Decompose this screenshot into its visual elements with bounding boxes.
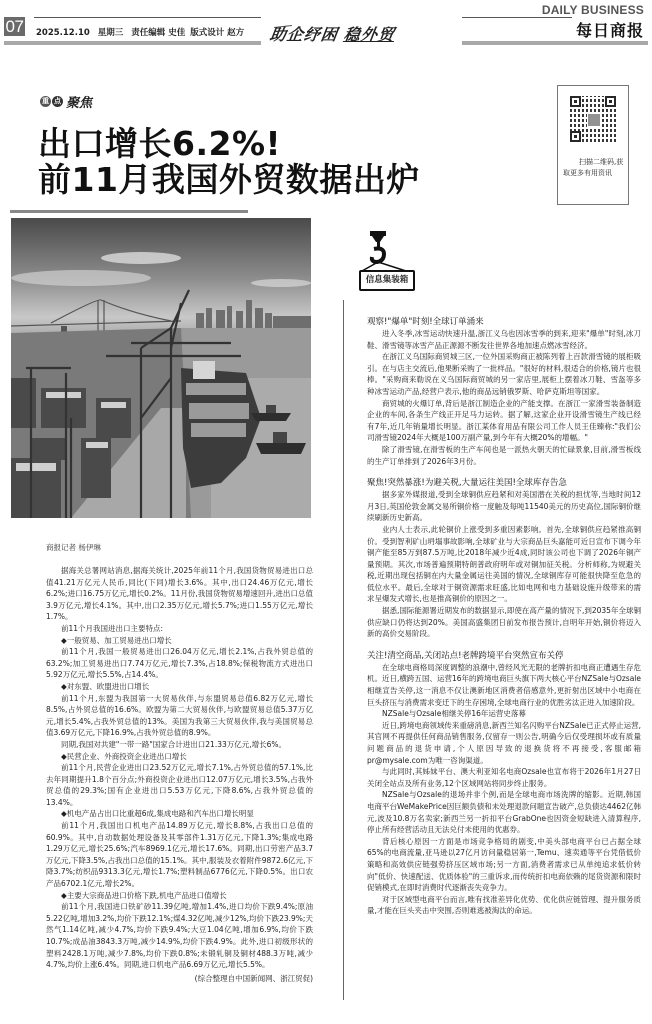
article-paragraph: 同期,我国对共建"一带一路"国家合计进出口21.33万亿元,增长6%。 bbox=[61, 739, 287, 749]
cloud bbox=[101, 252, 181, 264]
sidebar-news-body bbox=[367, 316, 641, 917]
news-paragraph: 除了滑雪镜,在滑雪板的生产车间也是一派热火朝天的忙碌景象,目前,滑雪板线的生产订单排到了2026年3月份。 bbox=[367, 444, 641, 466]
news-paragraph: 背后核心原因一方面是市场竞争格局的剧变,中美头部电商平台已占据全球65%的电商流量,亚马逊以27亿月访问量稳居第一,Temu、速卖通等平台凭借低价策略和高效供应链强势挤压区域市场;另一方面,消费者需求已从单纯追求低价转向"低价、快速配送、优质体验"的三重诉求,而传统折扣电商依赖的尾货资源和限时促销模式,在即时消费时代逐渐丧失竞争力。 bbox=[367, 836, 641, 893]
ship-containers bbox=[186, 383, 249, 437]
page-title bbox=[38, 126, 420, 197]
tugboat bbox=[256, 443, 306, 454]
article-paragraph: 前11个月,东盟为我国第一大贸易伙伴,与东盟贸易总值6.82万亿元,增长8.5%,占外贸总值的16.6%。欧盟为第二大贸易伙伴,与欧盟贸易总值5.37万亿元,增长5.4%,占我外贸总值的13%。美国为我第三大贸易伙伴,我与美国贸易总值3.69万亿元,下降16.9%,占我外贸总值的8.9%。 bbox=[46, 693, 313, 738]
byline: 商报记者 杨伊琳 bbox=[46, 543, 101, 552]
masthead-rule-top bbox=[34, 17, 261, 18]
news-heading: 聚焦!突然暴涨!为避关税,大量运往美国!全球库存告急 bbox=[367, 478, 567, 489]
main-article-body bbox=[46, 565, 313, 984]
port-photo bbox=[11, 218, 311, 518]
news-paragraph: 商贸城的火爆订单,背后是浙江制造企业的产能支撑。在浙江一家滑雪装备制造企业的车间,各条生产线正开足马力运转。据了解,这家企业开设滑雪镜生产线已经有7年,近几年销量增长明显。浙江某体育用品有限公司工作人员王佳臻称:"我们公司滑雪镜2024年大概是100万副产量,到今年有大概20%的增幅。" bbox=[367, 398, 641, 443]
headline-line-2: 前11月我国外贸数据出炉 bbox=[38, 159, 420, 199]
brand-english: DAILY BUSINESS bbox=[541, 3, 644, 17]
editor-credit: 责任编辑 史佳 bbox=[131, 28, 186, 38]
qr-finder-icon bbox=[570, 131, 581, 142]
news-paragraph: 在全球电商格局深度调整的浪潮中,曾经风光无限的老牌折扣电商正遭遇生存危机。近日,横跨五国、运营16年的跨境电商巨头旗下两大核心平台NZSale与Ozsale相继宣告关停,这一消息不仅让澳新地区消费者倍感意外,更折射出区域中小电商在巨头挤压与消费需求变迁下的生存困境,全球电商行业的优胜劣汰正进入加速阶段。 bbox=[367, 662, 641, 707]
section-dot-icon: 重 bbox=[42, 97, 49, 105]
news-heading: 观察!"爆单"时刻!全球订单涌来 bbox=[367, 317, 484, 327]
masthead-bar-left bbox=[4, 41, 261, 45]
masthead-slogan bbox=[268, 22, 396, 45]
article-source: (综合整理自中国新闻网、浙江贸促) bbox=[194, 973, 313, 983]
article-paragraph: 前11个月,我国一般贸易进出口26.04万亿元,增长2.1%,占我外贸总值的63.2%;加工贸易进出口7.74万亿元,增长7.3%,占18.8%;保税物流方式进出口5.92万亿元,增长5.5%,占14.4%。 bbox=[46, 647, 313, 680]
news-paragraph: 进入冬季,冰雪运动快速升温,浙江义乌也因冰雪季的到来,迎来"爆单"时刻,冰刀鞋、滑雪镜等冰雪产品正源源不断发往世界各地加速点燃冰雪经济。 bbox=[367, 329, 641, 350]
masthead-rule-right bbox=[462, 17, 572, 18]
qr-code-icon[interactable] bbox=[570, 96, 616, 142]
masthead-bar-right bbox=[462, 41, 648, 45]
port-scene-illustration bbox=[11, 218, 311, 518]
news-paragraph: NZSale与Ozsale的退场并非个例,而是全球电商市场洗牌的缩影。近期,韩国电商平台WeMakePrice因巨额负债和未处理退款问题宣告破产,总负债达4462亿韩元,波及10.8万名卖家;新西兰另一折扣平台GrabOne也因资金短缺进入清算程序,停止所有经营活动且无法兑付未使用的优惠券。 bbox=[367, 790, 641, 835]
news-paragraph: 在浙江义乌国际商贸城三区,一位外国采购商正被陈列着上百款滑雪镜的展柜吸引。在与店主交流后,他果断采购了一批样品。"很好的材料,很适合的价格,镜片也很棒。"采购商来勒说在义乌国际商贸城的另一家店里,展柜上摆着冰刀鞋、雪盔等多种冰雪运动产品,经营户表示,他的商品远销俄罗斯、哈萨克斯坦等国家。 bbox=[367, 352, 641, 396]
news-heading: 关注!清空商品,关闭站点!老牌跨境平台突然宣布关停 bbox=[367, 650, 564, 661]
news-paragraph: 业内人士表示,此轮铜价上涨受到多重因素影响。首先,全球铜供应趋紧推高铜价。受到智利矿山坍塌事故影响,全球矿业与大宗商品巨头嘉能可近日宣布下调今年铜产能至85万到87.5万吨,比2018年减少近4成,同时该公司也下调了2026年铜产量预期。其次,市场普遍预期特朗普政府明年或对铜加征关税。分析师称,为规避关税,近期出现包括铜在内大量金属运往美国的情况,全球铜库存可能很快降至危急的低位水平。最后,全球对于铜资源需求旺盛,比如电网和电力基础设施升级带来的需求呈爆发式增长,也是推高铜价的原因之一。 bbox=[367, 524, 641, 604]
article-paragraph: 前11个月,我国出口机电产品14.89万亿元,增长8.8%,占我出口总值的60.9%。其中,自动数据处理设备及其零部件1.31万亿元,下降1.3%;集成电路1.29万亿元,增长25.6%;汽车8969.1亿元,增长17.6%。同期,出口劳密产品3.7万亿元,下降3.5%,占我出口总值的15.1%。其中,服装及衣着附件9872.6亿元,下降3.7%;纺织品9313.3亿元,增长1.7%;塑料制品6776亿元,下降0.5%。出口农产品6702.1亿元,增长2%。 bbox=[46, 821, 313, 889]
masthead-meta bbox=[36, 26, 249, 38]
tugboat-cabin bbox=[266, 405, 276, 413]
news-paragraph: 据多家外媒报道,受到全球铜供应趋紧和对美国潜在关税的担忧等,当地时间12月3日,英国伦敦金属交易所铜价格一度触及每吨11540美元的历史高位,国际铜价继续刷新历史新高。 bbox=[367, 490, 641, 523]
news-paragraph: 据悉,国际能源署近期发布的数据显示,即使在高产量的情况下,到2035年全球铜供应缺口仍将达到20%。美国高盛集团日前发布报告预计,自明年开始,铜价将迈入新的高价交易阶段。 bbox=[367, 606, 641, 639]
article-subheading: ◆一般贸易、加工贸易进出口增长 bbox=[61, 635, 172, 645]
brand-logo: 每日商报 bbox=[575, 21, 644, 40]
photo-top-rule bbox=[10, 210, 248, 213]
article-subheading: ◆主要大宗商品进口价格下跌,机电产品进口值增长 bbox=[61, 890, 227, 900]
article-subheading: ◆民营企业、外商投资企业进出口增长 bbox=[61, 751, 187, 761]
slogan-part-2: 稳外贸 bbox=[342, 25, 397, 44]
section-dot-icon: 点 bbox=[54, 97, 61, 105]
section-tag bbox=[40, 92, 92, 111]
column-divider bbox=[343, 300, 344, 1000]
slogan-part-1: 助企纾困 bbox=[268, 25, 340, 44]
page-number: 07 bbox=[5, 17, 24, 36]
city-skyline bbox=[196, 300, 311, 328]
designer-credit: 版式设计 赵方 bbox=[190, 28, 245, 38]
news-paragraph: 与此同时,其姊妹平台、澳大利亚知名电商Ozsale也宣布将于2026年1月27日关闭全站点及所有业务,12个区域网站将同步终止服务。 bbox=[367, 767, 641, 788]
qr-caption: 扫描二维码,获取更多有用资讯 bbox=[563, 158, 624, 177]
article-paragraph: 前11个月,我国进口铁矿砂11.39亿吨,增加1.4%,进口均价下跌9.4%;原油5.22亿吨,增加3.2%,均价下跌12.1%;煤4.32亿吨,减少12%,均价下跌23.9%;天然气1.14亿吨,减少4.7%,均价下跌9.4%;大豆1.04亿吨,增加6.9%,均价下跌10.7%;成品油3843.3万吨,减少14.9%,均价下跌4.9%。此外,进口初级形状的塑料2428.1万吨,减少7.8%,均价下跌0.8%;未锻轧铜及铜材488.3万吨,减少4.7%,均价上涨6.4%。同期,进口机电产品6.69万亿元,增长5.5%。 bbox=[46, 902, 313, 970]
headline-line-1: 出口增长6.2%! bbox=[38, 124, 282, 163]
article-paragraph: 据海关总署网站消息,据海关统计,2025年前11个月,我国货物贸易进出口总值41.21万亿元人民币,同比(下同)增长3.6%。其中,出口24.46万亿元,增长6.2%;进口16.75万亿元,增长0.2%。11月份,我国货物贸易增速回升,进出口总值3.9万亿元,增长4.1%。其中,出口2.35万亿元,增长5.7%;进口1.55万亿元,增长1.7%。 bbox=[46, 566, 313, 622]
qr-finder-icon bbox=[570, 96, 581, 107]
tugboat bbox=[251, 413, 291, 421]
cloud bbox=[251, 279, 311, 287]
qr-code-box[interactable] bbox=[557, 85, 629, 205]
qr-finder-icon bbox=[605, 96, 616, 107]
news-paragraph: 对于区域型电商平台而言,唯有找准差异化优势、优化供应链管理、提升服务质量,才能在巨头夹击中突围,否则难逃被淘汰的命运。 bbox=[367, 894, 641, 916]
cloud bbox=[11, 270, 151, 286]
news-paragraph: 近日,跨境电商领域传来重磅消息,新西兰知名闪购平台NZSale已正式停止运营,其官网不再提供任何商品销售服务,仅留存一则公告,明确今后仅受理损坏或有质量问题商品的退货申请,个人原因导致的退换货将不再接受,客服邮箱pr@mysale.com为唯一咨询渠道。 bbox=[367, 720, 641, 765]
section-label: 聚焦 bbox=[66, 96, 93, 111]
news-subheading: NZSale与Ozsale相继关停16年运营史落幕 bbox=[382, 709, 526, 719]
issue-date: 2025.12.10 bbox=[36, 28, 90, 38]
tugboat-cabin bbox=[273, 432, 287, 443]
qr-center-logo-icon bbox=[587, 113, 601, 127]
article-paragraph: 前11个月我国进出口主要特点: bbox=[61, 623, 164, 633]
info-container-badge: 信息集装箱 bbox=[359, 270, 415, 291]
issue-weekday: 星期三 bbox=[97, 28, 124, 38]
article-subheading: ◆对东盟、欧盟进出口增长 bbox=[61, 681, 150, 691]
ship-bridge-tower bbox=[193, 361, 215, 379]
article-subheading: ◆机电产品占出口比重超6成,集成电路和汽车出口增长明显 bbox=[61, 809, 254, 819]
article-paragraph: 前11个月,民营企业进出口23.52万亿元,增长7.1%,占外贸总值的57.1%,比去年同期提升1.8个百分点;外商投资企业进出口12.07万亿元,增长3.5%,占我外贸总值的29.3%;国有企业进出口5.53万亿元,下降8.6%,占我外贸总值的13.4%。 bbox=[46, 763, 313, 807]
